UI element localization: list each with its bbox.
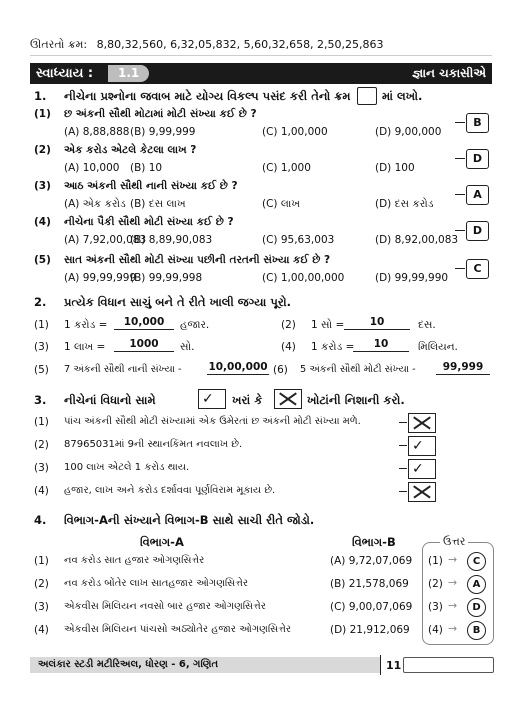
q4-item-number: (1) (34, 555, 49, 567)
q2-item-text: 1 સો = (311, 319, 345, 331)
q4-item-number: (4) (34, 624, 49, 636)
mark-dash (399, 468, 407, 469)
tick-mark-icon (408, 436, 436, 456)
answer-dash (455, 230, 465, 231)
q1-item-number: (4) (34, 216, 51, 228)
section-number: 1.1 (108, 65, 149, 82)
q4-section-b-value: (B) 21,578,069 (330, 578, 409, 590)
q3-title-a: નીચેનાં વિધાનો સામે (64, 393, 156, 407)
q4-section-a-text: નવ કરોડ બોંતેર લાખ સાતહજાર ઓગણસિત્તેર (64, 578, 249, 589)
q4-title: વિભાગ-Aની સંખ્યાને વિભાગ-B સાથે સાચી રીતે જોડો. (64, 513, 315, 527)
q2-item-unit: મિલિયન. (418, 341, 458, 353)
q3-statement: 100 લાખ એટલે 1 કરોડ થાય. (64, 462, 190, 473)
q4-head-a: વિભાગ-A (140, 535, 184, 549)
option-b: (B) 10 (130, 162, 163, 174)
q3-statement: પાંચ અંકની સૌથી મોટી સંખ્યામાં એક ઉમેરતાં છ અંકની મોટી સંખ્યા મળે. (64, 416, 361, 427)
q1-question: એક કરોડ એટલે કેટલા લાખ ? (64, 144, 197, 156)
q2-fill-value: 10,000 (114, 316, 174, 330)
q4-item-number: (2) (34, 578, 49, 590)
arrow-icon: → (448, 553, 458, 566)
option-d: (D) દસ કરોડ (375, 198, 434, 210)
option-b: (B) દસ લાખ (130, 198, 186, 210)
q4-section-b-value: (C) 9,00,07,069 (330, 601, 413, 613)
answer-box: D (466, 221, 489, 241)
option-b: (B) 99,99,998 (130, 272, 203, 284)
mark-dash (399, 445, 407, 446)
cross-mark-icon (408, 482, 436, 502)
q2-item-number: (3) (34, 341, 49, 353)
arrow-icon: → (448, 576, 458, 589)
q1-item-number: (5) (34, 254, 51, 266)
q2-number: 2. (34, 295, 47, 309)
q2-item-unit: દસ. (418, 319, 436, 331)
q2-fill-value: 1000 (114, 338, 174, 352)
q4-section-a-text: એકવીસ મિલિયન નવસો બાર હજાર ઓગણસિત્તેર (64, 601, 266, 612)
option-a: (A) એક કરોડ (64, 198, 126, 210)
q1-question: છ અંકની સૌથી મોટામાં મોટી સંખ્યા કઈ છે ? (64, 108, 257, 120)
option-a: (A) 7,92,00,083 (64, 234, 147, 246)
answer-line (30, 38, 384, 52)
arrow-icon: → (448, 599, 458, 612)
tick-mark-icon (408, 459, 436, 479)
q4-answer-circle: C (467, 552, 486, 571)
q4-answer-circle: A (467, 575, 486, 594)
q2-fill-value: 10 (353, 338, 409, 352)
q2-item-number: (1) (34, 319, 49, 331)
q1-question: સાત અંકની સૌથી મોટી સંખ્યા પછીની તરતની સંખ્યા કઈ છે ? (64, 254, 331, 266)
mark-dash (399, 422, 407, 423)
answer-dash (455, 194, 465, 195)
answer-box: A (466, 185, 489, 205)
section-title: સ્વાધ્યાય : (36, 66, 94, 81)
q2-fill-value: 10,00,000 (208, 361, 268, 373)
answer-box: D (466, 149, 489, 169)
answer-dash (455, 268, 465, 269)
option-d: (D) 100 (375, 162, 415, 174)
option-c: (C) 1,00,000 (262, 126, 328, 138)
q4-answer-label: (3) (428, 601, 443, 613)
q3-item-number: (2) (34, 439, 49, 451)
cross-mark-icon (408, 413, 436, 433)
q3-item-number: (1) (34, 416, 49, 428)
footer-divider (380, 655, 381, 675)
q2-item-text: 7 અંકની સૌથી નાની સંખ્યા - (64, 364, 182, 375)
q2-item-number: (5) (34, 364, 49, 376)
q4-answer-label: (1) (428, 555, 443, 567)
arrow-icon: → (448, 622, 458, 635)
page-number: 11 (386, 659, 402, 672)
q1-question: નીચેના પૈકી સૌથી મોટી સંખ્યા કઈ છે ? (64, 216, 234, 228)
option-d: (D) 8,92,00,083 (375, 234, 459, 246)
q2-fill-value: 99,999 (436, 361, 490, 375)
option-d: (D) 9,00,000 (375, 126, 442, 138)
q1-item-number: (2) (34, 144, 51, 156)
tick-glyph: ✓ (412, 438, 424, 454)
q2-item-unit: હજાર. (180, 319, 210, 331)
q1-question: આઠ અંકની સૌથી નાની સંખ્યા કઈ છે ? (64, 180, 238, 192)
option-d: (D) 99,99,990 (375, 272, 449, 284)
q3-item-number: (4) (34, 485, 49, 497)
q2-item-number: (2) (281, 319, 296, 331)
footer-box (403, 657, 494, 673)
q3-statement: હજાર, લાખ અને કરોડ દર્શાવવા પૂર્ણવિરામ મૂકાય છે. (64, 485, 276, 496)
q2-item-number: (6) (273, 364, 288, 376)
option-a: (A) 10,000 (64, 162, 120, 174)
option-b: (B) 9,99,999 (130, 126, 196, 138)
q4-section-a-text: એકવીસ મિલિયન પાંચસો અઠ્યોતેર હજાર ઓગણસિત્તેર (64, 624, 292, 635)
option-c: (C) લાખ (262, 198, 301, 210)
answer-value: 8,80,32,560, 6,32,05,832, 5,60,32,658, 2,50,25,863 (96, 38, 384, 51)
option-b: (B) 8,89,90,083 (130, 234, 213, 246)
q1-title: નીચેના પ્રશ્નોના જવાબ માટે યોગ્ય વિકલ્પ પસંદ કરી તેનો ક્રમ (64, 89, 351, 103)
tick-glyph: ✓ (412, 461, 424, 477)
q4-answer-circle: B (467, 621, 486, 640)
q4-section-a-text: નવ કરોડ સાત હજાર ઓગણસિત્તેર (64, 555, 205, 566)
option-c: (C) 1,00,00,000 (262, 272, 345, 284)
q1-item-number: (1) (34, 108, 51, 120)
q4-head-b: વિભાગ-B (352, 535, 396, 549)
cross-mark-sample (274, 389, 302, 409)
footer-text: અલંકાર સ્ટડી મટીરિઅલ, ધોરણ - 6, ગણિત (38, 659, 219, 670)
tick-mark-sample: ✓ (198, 389, 226, 409)
section-tag: જ્ઞાન ચકાસીએ (412, 66, 486, 80)
q2-item-text: 1 લાખ = (64, 341, 106, 353)
q4-answer-label: (4) (428, 624, 443, 636)
option-a: (A) 99,99,999 (64, 272, 137, 284)
q3-number: 3. (34, 393, 47, 407)
q3-title-b: ખરાં કે (232, 393, 263, 407)
mark-dash (399, 491, 407, 492)
answer-box: B (466, 113, 489, 133)
answer-box-sample (357, 87, 377, 105)
option-c: (C) 95,63,003 (262, 234, 335, 246)
q2-item-text: 1 કરોડ = (311, 341, 355, 353)
q4-section-b-value: (A) 9,72,07,069 (330, 555, 413, 567)
q3-title-c: ખોટાંની નિશાની કરો. (307, 393, 405, 407)
q1-item-number: (3) (34, 180, 51, 192)
option-c: (C) 1,000 (262, 162, 311, 174)
q3-item-number: (3) (34, 462, 49, 474)
answer-label: ઊતરતો ક્રમ: (30, 38, 88, 51)
answer-dash (455, 122, 465, 123)
q4-answer-circle: D (467, 598, 486, 617)
q2-item-unit: સો. (180, 341, 195, 353)
q4-answer-label: (2) (428, 578, 443, 590)
q2-item-text: 1 કરોડ = (64, 319, 108, 331)
q3-statement: 87965031માં 9ની સ્થાનકિંમત નવલાખ છે. (64, 439, 243, 450)
answer-box: C (466, 259, 489, 279)
answer-dash (455, 158, 465, 159)
q4-number: 4. (34, 513, 47, 527)
option-a: (A) 8,88,888 (64, 126, 130, 138)
q2-fill-value: 10 (344, 316, 410, 330)
q4-section-b-value: (D) 21,912,069 (330, 624, 410, 636)
q2-title: પ્રત્યેક વિધાન સાચું બને તે રીતે ખાલી જગ્યા પૂરો. (64, 295, 292, 309)
q1-title-end: માં લખો. (382, 89, 423, 103)
q2-item-text: 5 અંકની સૌથી મોટી સંખ્યા - (300, 364, 416, 375)
q4-head-ans: ઉત્તર (440, 535, 468, 549)
q2-item-number: (4) (281, 341, 296, 353)
q1-number: 1. (34, 89, 47, 103)
divider (30, 55, 492, 56)
q4-item-number: (3) (34, 601, 49, 613)
